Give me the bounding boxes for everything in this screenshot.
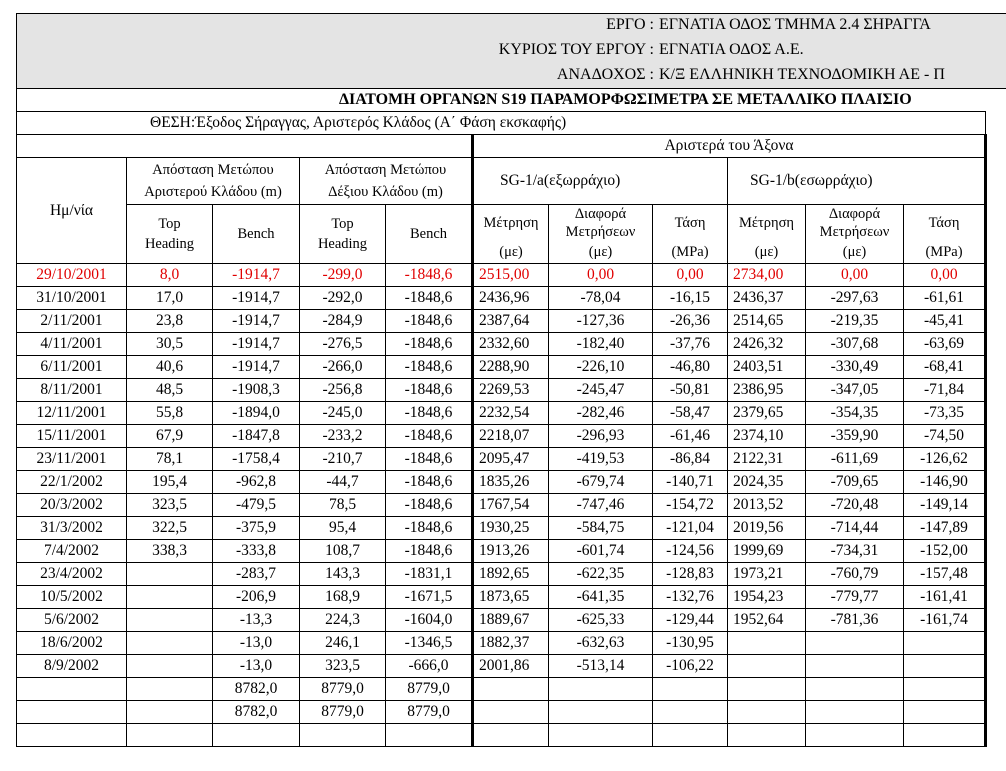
- table-row: [17, 701, 986, 724]
- table-cell: [806, 701, 904, 724]
- sg1a-stress-unit: (MPa): [653, 241, 728, 264]
- table-cell: -256,8: [300, 379, 386, 402]
- table-cell: -1346,5: [386, 632, 473, 655]
- contractor-label: ΑΝΑΔΟΧΟΣ :: [556, 66, 654, 83]
- table-row: [17, 264, 986, 287]
- table-cell: -161,74: [904, 609, 986, 632]
- table-cell: 2013,52: [728, 494, 806, 517]
- table-cell: 15/11/2001: [17, 425, 127, 448]
- table-cell: [728, 678, 806, 701]
- table-cell: 23,8: [127, 310, 213, 333]
- sg1b-stress-header: Τάση: [904, 205, 986, 242]
- table-cell: 1952,64: [728, 609, 806, 632]
- table-cell: 323,5: [127, 494, 213, 517]
- table-cell: 1973,21: [728, 563, 806, 586]
- table-cell: 23/4/2002: [17, 563, 127, 586]
- project-label: ΕΡΓΟ :: [606, 16, 654, 33]
- table-cell: 338,3: [127, 540, 213, 563]
- table-cell: -45,41: [904, 310, 986, 333]
- table-cell: -1848,6: [386, 448, 473, 471]
- sg1a-measurement-unit: (με): [473, 241, 549, 264]
- table-cell: 246,1: [300, 632, 386, 655]
- table-cell: [213, 724, 300, 747]
- sg1b-diff-header: Διαφορά Μετρήσεων: [806, 205, 904, 242]
- table-row: [17, 632, 986, 655]
- sg1b-measurement-unit: (με): [728, 241, 806, 264]
- table-cell: 322,5: [127, 517, 213, 540]
- table-cell: [17, 678, 127, 701]
- table-cell: 2436,37: [728, 287, 806, 310]
- sheet-title: [16, 89, 1006, 111]
- table-cell: -50,81: [653, 379, 728, 402]
- table-cell: 0,00: [549, 264, 653, 287]
- table-cell: -1758,4: [213, 448, 300, 471]
- table-cell: -679,74: [549, 471, 653, 494]
- table-cell: -611,69: [806, 448, 904, 471]
- table-cell: -781,36: [806, 609, 904, 632]
- table-cell: 0,00: [653, 264, 728, 287]
- table-cell: -146,90: [904, 471, 986, 494]
- table-cell: 6/11/2001: [17, 356, 127, 379]
- table-cell: -152,00: [904, 540, 986, 563]
- table-cell: 8779,0: [386, 678, 473, 701]
- table-cell: -1848,6: [386, 425, 473, 448]
- table-cell: -61,61: [904, 287, 986, 310]
- left-branch-header: Απόσταση Μετώπου Αριστερού Κλάδου (m): [127, 158, 300, 205]
- table-cell: -233,2: [300, 425, 386, 448]
- table-cell: 12/11/2001: [17, 402, 127, 425]
- table-cell: 8782,0: [213, 678, 300, 701]
- table-cell: -71,84: [904, 379, 986, 402]
- table-cell: [549, 678, 653, 701]
- table-cell: 1882,37: [473, 632, 549, 655]
- table-cell: 2288,90: [473, 356, 549, 379]
- table-cell: [17, 701, 127, 724]
- table-cell: 8,0: [127, 264, 213, 287]
- table-cell: -1914,7: [213, 264, 300, 287]
- owner-label: ΚΥΡΙΟΣ ΤΟΥ ΕΡΓΟΥ :: [498, 41, 654, 58]
- project-header: [16, 13, 1006, 89]
- table-cell: [806, 724, 904, 747]
- table-cell: 31/10/2001: [17, 287, 127, 310]
- table-cell: -157,48: [904, 563, 986, 586]
- table-cell: 143,3: [300, 563, 386, 586]
- table-cell: [904, 678, 986, 701]
- table-cell: -419,53: [549, 448, 653, 471]
- table-cell: -44,7: [300, 471, 386, 494]
- table-cell: 2218,07: [473, 425, 549, 448]
- table-cell: [127, 701, 213, 724]
- table-cell: 2436,96: [473, 287, 549, 310]
- right-branch-header: Απόσταση Μετώπου Δέξιου Κλάδου (m): [300, 158, 473, 205]
- table-cell: -709,65: [806, 471, 904, 494]
- table-cell: [17, 724, 127, 747]
- table-cell: 1999,69: [728, 540, 806, 563]
- table-cell: 8779,0: [300, 701, 386, 724]
- table-row: [17, 494, 986, 517]
- table-cell: -266,0: [300, 356, 386, 379]
- table-cell: -16,15: [653, 287, 728, 310]
- table-row: [17, 333, 986, 356]
- table-cell: -61,46: [653, 425, 728, 448]
- table-cell: -154,72: [653, 494, 728, 517]
- table-cell: [127, 586, 213, 609]
- table-cell: -1848,6: [386, 356, 473, 379]
- table-cell: -206,9: [213, 586, 300, 609]
- sg1a-header: SG-1/a(εξωρράχιο): [473, 158, 728, 205]
- table-cell: 5/6/2002: [17, 609, 127, 632]
- table-cell: 2514,65: [728, 310, 806, 333]
- table-cell: -245,0: [300, 402, 386, 425]
- table-cell: -46,80: [653, 356, 728, 379]
- table-cell: 1835,26: [473, 471, 549, 494]
- table-cell: 108,7: [300, 540, 386, 563]
- table-cell: -632,63: [549, 632, 653, 655]
- table-cell: [473, 678, 549, 701]
- table-cell: 0,00: [806, 264, 904, 287]
- table-cell: 8/11/2001: [17, 379, 127, 402]
- table-cell: [904, 701, 986, 724]
- table-cell: 2/11/2001: [17, 310, 127, 333]
- table-cell: [127, 632, 213, 655]
- table-row: [17, 356, 986, 379]
- table-cell: [127, 563, 213, 586]
- table-cell: [653, 701, 728, 724]
- table-cell: [904, 655, 986, 678]
- table-cell: -37,76: [653, 333, 728, 356]
- table-cell: -13,0: [213, 632, 300, 655]
- table-cell: [904, 724, 986, 747]
- table-cell: -1848,6: [386, 402, 473, 425]
- table-cell: -1908,3: [213, 379, 300, 402]
- table-cell: -210,7: [300, 448, 386, 471]
- table-cell: 2734,00: [728, 264, 806, 287]
- table-cell: -26,36: [653, 310, 728, 333]
- table-cell: -149,14: [904, 494, 986, 517]
- group-header-row: [17, 158, 986, 205]
- table-cell: 1873,65: [473, 586, 549, 609]
- table-cell: -121,04: [653, 517, 728, 540]
- table-cell: 2379,65: [728, 402, 806, 425]
- table-cell: 1954,23: [728, 586, 806, 609]
- table-cell: 18/6/2002: [17, 632, 127, 655]
- table-cell: -622,35: [549, 563, 653, 586]
- table-cell: -13,0: [213, 655, 300, 678]
- table-cell: -78,04: [549, 287, 653, 310]
- table-cell: 20/3/2002: [17, 494, 127, 517]
- sg1a-diff-unit: (με): [549, 241, 653, 264]
- table-cell: -296,93: [549, 425, 653, 448]
- table-cell: -13,3: [213, 609, 300, 632]
- table-cell: -1848,6: [386, 471, 473, 494]
- table-cell: -513,14: [549, 655, 653, 678]
- table-cell: -359,90: [806, 425, 904, 448]
- table-cell: -641,35: [549, 586, 653, 609]
- left-top-heading-header: Top Heading: [127, 205, 213, 264]
- date-header: Ημ/νία: [17, 158, 127, 264]
- table-cell: 29/10/2001: [17, 264, 127, 287]
- table-cell: 30,5: [127, 333, 213, 356]
- sg1b-stress-unit: (MPa): [904, 241, 986, 264]
- table-cell: -126,62: [904, 448, 986, 471]
- table-cell: [728, 632, 806, 655]
- table-cell: -276,5: [300, 333, 386, 356]
- table-cell: -58,47: [653, 402, 728, 425]
- table-cell: -68,41: [904, 356, 986, 379]
- table-cell: 55,8: [127, 402, 213, 425]
- subheader-row: [17, 205, 986, 242]
- table-cell: 2386,95: [728, 379, 806, 402]
- table-row: [17, 448, 986, 471]
- contractor-value: Κ/Ξ ΕΛΛΗΝΙΚΗ ΤΕΧΝΟΔΟΜΙΚΗ ΑΕ - Π: [659, 66, 945, 83]
- table-cell: -129,44: [653, 609, 728, 632]
- position-cell: ΘΕΣΗ:Έξοδος Σήραγγας, Αριστερός Κλάδος (Α΄ Φάση εκσκαφής): [17, 112, 986, 135]
- table-cell: -1604,0: [386, 609, 473, 632]
- table-cell: -128,83: [653, 563, 728, 586]
- table-cell: -354,35: [806, 402, 904, 425]
- left-axis-header: Αριστερά του Άξονα: [473, 135, 986, 158]
- table-cell: 2122,31: [728, 448, 806, 471]
- table-row: [17, 310, 986, 333]
- table-cell: -760,79: [806, 563, 904, 586]
- table-cell: -147,89: [904, 517, 986, 540]
- table-cell: [653, 724, 728, 747]
- table-cell: -132,76: [653, 586, 728, 609]
- table-cell: [728, 724, 806, 747]
- table-row: [17, 609, 986, 632]
- table-cell: -720,48: [806, 494, 904, 517]
- table-cell: 23/11/2001: [17, 448, 127, 471]
- table-cell: 31/3/2002: [17, 517, 127, 540]
- table-cell: -226,10: [549, 356, 653, 379]
- table-cell: -1671,5: [386, 586, 473, 609]
- table-cell: -333,8: [213, 540, 300, 563]
- axis-spacer: [17, 135, 473, 158]
- table-cell: -1914,7: [213, 310, 300, 333]
- table-row: [17, 471, 986, 494]
- table-cell: 2332,60: [473, 333, 549, 356]
- table-cell: -347,05: [806, 379, 904, 402]
- table-row: [17, 402, 986, 425]
- sg1b-header: SG-1/b(εσωρράχιο): [728, 158, 986, 205]
- table-cell: -1848,6: [386, 333, 473, 356]
- table-row: [17, 655, 986, 678]
- sg1a-stress-header: Τάση: [653, 205, 728, 242]
- table-cell: 224,3: [300, 609, 386, 632]
- table-row: [17, 563, 986, 586]
- table-cell: -1848,6: [386, 540, 473, 563]
- table-cell: 1889,67: [473, 609, 549, 632]
- table-cell: -375,9: [213, 517, 300, 540]
- table-cell: -666,0: [386, 655, 473, 678]
- table-cell: 2232,54: [473, 402, 549, 425]
- table-cell: -307,68: [806, 333, 904, 356]
- table-cell: [806, 655, 904, 678]
- table-cell: 1930,25: [473, 517, 549, 540]
- table-row: [17, 678, 986, 701]
- table-cell: 168,9: [300, 586, 386, 609]
- left-bench-header: Bench: [213, 205, 300, 264]
- table-cell: -1847,8: [213, 425, 300, 448]
- table-cell: 8779,0: [300, 678, 386, 701]
- table-cell: [728, 655, 806, 678]
- table-cell: -1848,6: [386, 494, 473, 517]
- table-row: [17, 586, 986, 609]
- table-cell: 2095,47: [473, 448, 549, 471]
- table-cell: [386, 724, 473, 747]
- table-cell: -63,69: [904, 333, 986, 356]
- table-cell: -127,36: [549, 310, 653, 333]
- table-cell: 1767,54: [473, 494, 549, 517]
- table-cell: 323,5: [300, 655, 386, 678]
- table-row: [17, 540, 986, 563]
- table-cell: 8782,0: [213, 701, 300, 724]
- table-row: [17, 517, 986, 540]
- table-cell: -1914,7: [213, 333, 300, 356]
- table-cell: [806, 678, 904, 701]
- table-cell: -74,50: [904, 425, 986, 448]
- table-cell: 67,9: [127, 425, 213, 448]
- axis-row: [17, 135, 986, 158]
- table-cell: -1894,0: [213, 402, 300, 425]
- table-cell: [300, 724, 386, 747]
- table-cell: -283,7: [213, 563, 300, 586]
- table-cell: -299,0: [300, 264, 386, 287]
- project-value: ΕΓΝΑΤΙΑ ΟΔΟΣ ΤΜΗΜΑ 2.4 ΣΗΡΑΓΓΑ: [659, 16, 931, 33]
- table-row: [17, 724, 986, 747]
- table-cell: [549, 701, 653, 724]
- measurements-table: [16, 111, 987, 747]
- table-cell: 1913,26: [473, 540, 549, 563]
- table-cell: 2269,53: [473, 379, 549, 402]
- sg1a-measurement-header: Μέτρηση: [473, 205, 549, 242]
- table-cell: -714,44: [806, 517, 904, 540]
- table-cell: 2387,64: [473, 310, 549, 333]
- table-cell: 4/11/2001: [17, 333, 127, 356]
- table-cell: 17,0: [127, 287, 213, 310]
- table-cell: -1848,6: [386, 310, 473, 333]
- position-row: [17, 112, 986, 135]
- table-cell: 8779,0: [386, 701, 473, 724]
- table-cell: [473, 701, 549, 724]
- table-cell: 195,4: [127, 471, 213, 494]
- table-cell: 1892,65: [473, 563, 549, 586]
- table-cell: [473, 724, 549, 747]
- table-cell: 10/5/2002: [17, 586, 127, 609]
- right-bench-header: Bench: [386, 205, 473, 264]
- table-cell: -1914,7: [213, 287, 300, 310]
- table-cell: -1848,6: [386, 264, 473, 287]
- table-cell: 7/4/2002: [17, 540, 127, 563]
- table-cell: -1848,6: [386, 287, 473, 310]
- sg1a-diff-header: Διαφορά Μετρήσεων: [549, 205, 653, 242]
- table-cell: -292,0: [300, 287, 386, 310]
- table-row: [17, 287, 986, 310]
- table-cell: [806, 632, 904, 655]
- table-cell: 48,5: [127, 379, 213, 402]
- right-top-heading-header: Top Heading: [300, 205, 386, 264]
- table-cell: -479,5: [213, 494, 300, 517]
- table-cell: 2024,35: [728, 471, 806, 494]
- table-cell: -297,63: [806, 287, 904, 310]
- table-cell: -734,31: [806, 540, 904, 563]
- table-cell: -330,49: [806, 356, 904, 379]
- table-cell: 95,4: [300, 517, 386, 540]
- table-cell: [127, 724, 213, 747]
- table-cell: -1848,6: [386, 517, 473, 540]
- table-cell: -161,41: [904, 586, 986, 609]
- table-cell: [653, 678, 728, 701]
- table-cell: 2403,51: [728, 356, 806, 379]
- table-cell: -182,40: [549, 333, 653, 356]
- table-cell: [728, 701, 806, 724]
- table-cell: [127, 655, 213, 678]
- table-cell: -130,95: [653, 632, 728, 655]
- table-cell: 40,6: [127, 356, 213, 379]
- table-cell: -86,84: [653, 448, 728, 471]
- table-cell: [549, 724, 653, 747]
- sg1b-diff-unit: (με): [806, 241, 904, 264]
- table-cell: -73,35: [904, 402, 986, 425]
- owner-value: ΕΓΝΑΤΙΑ ΟΔΟΣ Α.Ε.: [659, 41, 804, 58]
- table-cell: -245,47: [549, 379, 653, 402]
- sg1b-measurement-header: Μέτρηση: [728, 205, 806, 242]
- table-cell: 78,5: [300, 494, 386, 517]
- table-cell: 2001,86: [473, 655, 549, 678]
- table-cell: 2374,10: [728, 425, 806, 448]
- table-cell: -282,46: [549, 402, 653, 425]
- table-cell: -1914,7: [213, 356, 300, 379]
- table-cell: 2515,00: [473, 264, 549, 287]
- table-cell: -140,71: [653, 471, 728, 494]
- table-cell: 22/1/2002: [17, 471, 127, 494]
- table-cell: -962,8: [213, 471, 300, 494]
- table-cell: [127, 609, 213, 632]
- sheet-title-text: ΔΙΑΤΟΜΗ ΟΡΓΑΝΩΝ S19 ΠΑΡΑΜΟΡΦΩΣΙΜΕΤΡΑ ΣΕ ΜΕΤΑΛΛΙΚΟ ΠΛΑΙΣΙΟ: [339, 91, 912, 108]
- table-cell: -601,74: [549, 540, 653, 563]
- table-cell: -584,75: [549, 517, 653, 540]
- table-cell: 0,00: [904, 264, 986, 287]
- table-cell: -1848,6: [386, 379, 473, 402]
- table-cell: -625,33: [549, 609, 653, 632]
- table-cell: -124,56: [653, 540, 728, 563]
- table-cell: -284,9: [300, 310, 386, 333]
- table-row: [17, 425, 986, 448]
- table-cell: [127, 678, 213, 701]
- table-cell: -779,77: [806, 586, 904, 609]
- table-cell: 8/9/2002: [17, 655, 127, 678]
- table-cell: -1831,1: [386, 563, 473, 586]
- table-cell: -747,46: [549, 494, 653, 517]
- table-cell: [904, 632, 986, 655]
- table-cell: -106,22: [653, 655, 728, 678]
- table-row: [17, 379, 986, 402]
- table-cell: 2426,32: [728, 333, 806, 356]
- table-cell: 2019,56: [728, 517, 806, 540]
- table-cell: 78,1: [127, 448, 213, 471]
- table-cell: -219,35: [806, 310, 904, 333]
